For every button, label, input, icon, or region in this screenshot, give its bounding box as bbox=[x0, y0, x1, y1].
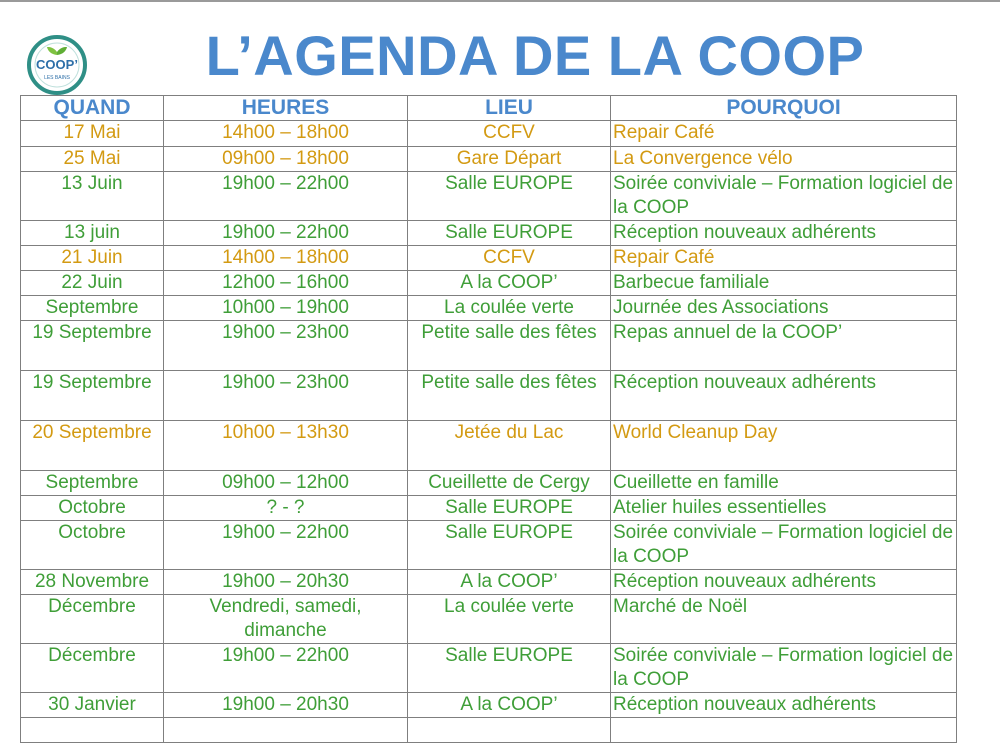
cell-lieu: Salle EUROPE bbox=[408, 496, 611, 521]
table-row bbox=[21, 296, 957, 321]
cell-lieu: La coulée verte bbox=[408, 595, 611, 644]
cell-quand: Septembre bbox=[21, 471, 164, 496]
header-row bbox=[21, 96, 957, 121]
cell-pourquoi: Repair Café bbox=[611, 121, 957, 147]
svg-text:COOP’: COOP’ bbox=[36, 57, 78, 72]
cell-quand bbox=[21, 718, 164, 743]
cell-pourquoi: Atelier huiles essentielles bbox=[611, 496, 957, 521]
cell-quand: Décembre bbox=[21, 595, 164, 644]
cell-quand: 20 Septembre bbox=[21, 421, 164, 471]
cell-pourquoi: Réception nouveaux adhérents bbox=[611, 371, 957, 421]
cell-lieu: A la COOP’ bbox=[408, 693, 611, 718]
cell-quand: 21 Juin bbox=[21, 246, 164, 271]
table-row bbox=[21, 371, 957, 421]
cell-heures: 14h00 – 18h00 bbox=[164, 121, 408, 147]
cell-quand: Septembre bbox=[21, 296, 164, 321]
cell-heures: 10h00 – 19h00 bbox=[164, 296, 408, 321]
table-row bbox=[21, 644, 957, 693]
column-header-quand: QUAND bbox=[21, 96, 164, 121]
cell-quand: Décembre bbox=[21, 644, 164, 693]
agenda-table bbox=[20, 95, 957, 743]
cell-heures: 19h00 – 23h00 bbox=[164, 371, 408, 421]
cell-lieu: Cueillette de Cergy bbox=[408, 471, 611, 496]
table-row bbox=[21, 693, 957, 718]
cell-heures: Vendredi, samedi, dimanche bbox=[164, 595, 408, 644]
table-row bbox=[21, 471, 957, 496]
cell-lieu: La coulée verte bbox=[408, 296, 611, 321]
cell-quand: 19 Septembre bbox=[21, 371, 164, 421]
cell-pourquoi: Repair Café bbox=[611, 246, 957, 271]
cell-lieu: Jetée du Lac bbox=[408, 421, 611, 471]
cell-pourquoi: Journée des Associations bbox=[611, 296, 957, 321]
svg-text:LES BAINS: LES BAINS bbox=[44, 75, 70, 81]
cell-heures: 09h00 – 18h00 bbox=[164, 147, 408, 172]
cell-lieu bbox=[408, 718, 611, 743]
cell-pourquoi: Réception nouveaux adhérents bbox=[611, 221, 957, 246]
cell-lieu: Petite salle des fêtes bbox=[408, 371, 611, 421]
cell-heures bbox=[164, 718, 408, 743]
cell-lieu: Gare Départ bbox=[408, 147, 611, 172]
table-row bbox=[21, 147, 957, 172]
cell-quand: Octobre bbox=[21, 496, 164, 521]
cell-quand: 30 Janvier bbox=[21, 693, 164, 718]
table-row bbox=[21, 718, 957, 743]
cell-pourquoi: Réception nouveaux adhérents bbox=[611, 570, 957, 595]
cell-pourquoi: Barbecue familiale bbox=[611, 271, 957, 296]
cell-heures: 12h00 – 16h00 bbox=[164, 271, 408, 296]
cell-heures: 19h00 – 23h00 bbox=[164, 321, 408, 371]
table-row bbox=[21, 221, 957, 246]
cell-lieu: A la COOP’ bbox=[408, 570, 611, 595]
cell-heures: 19h00 – 22h00 bbox=[164, 521, 408, 570]
cell-lieu: Salle EUROPE bbox=[408, 221, 611, 246]
cell-quand: 22 Juin bbox=[21, 271, 164, 296]
cell-pourquoi: La Convergence vélo bbox=[611, 147, 957, 172]
cell-pourquoi: Marché de Noël bbox=[611, 595, 957, 644]
cell-heures: ? - ? bbox=[164, 496, 408, 521]
cell-heures: 14h00 – 18h00 bbox=[164, 246, 408, 271]
cell-quand: 25 Mai bbox=[21, 147, 164, 172]
table-row bbox=[21, 321, 957, 371]
agenda-body bbox=[21, 121, 957, 743]
cell-quand: 13 Juin bbox=[21, 172, 164, 221]
cell-pourquoi: Cueillette en famille bbox=[611, 471, 957, 496]
cell-pourquoi bbox=[611, 718, 957, 743]
cell-quand: 17 Mai bbox=[21, 121, 164, 147]
cell-heures: 19h00 – 22h00 bbox=[164, 221, 408, 246]
cell-quand: 28 Novembre bbox=[21, 570, 164, 595]
cell-heures: 19h00 – 20h30 bbox=[164, 693, 408, 718]
cell-heures: 19h00 – 20h30 bbox=[164, 570, 408, 595]
cell-heures: 09h00 – 12h00 bbox=[164, 471, 408, 496]
table-row bbox=[21, 271, 957, 296]
cell-lieu: Salle EUROPE bbox=[408, 521, 611, 570]
column-header-heures: HEURES bbox=[164, 96, 408, 121]
table-row bbox=[21, 421, 957, 471]
cell-quand: Octobre bbox=[21, 521, 164, 570]
cell-pourquoi: Soirée conviviale – Formation logiciel de la COOP bbox=[611, 521, 957, 570]
cell-pourquoi: Repas annuel de la COOP’ bbox=[611, 321, 957, 371]
table-row bbox=[21, 121, 957, 147]
table-row bbox=[21, 521, 957, 570]
cell-lieu: CCFV bbox=[408, 121, 611, 147]
cell-lieu: Salle EUROPE bbox=[408, 644, 611, 693]
cell-pourquoi: Soirée conviviale – Formation logiciel de la COOP bbox=[611, 644, 957, 693]
column-header-pourquoi: POURQUOI bbox=[611, 96, 957, 121]
table-row bbox=[21, 595, 957, 644]
cell-lieu: CCFV bbox=[408, 246, 611, 271]
table-row bbox=[21, 172, 957, 221]
cell-pourquoi: Réception nouveaux adhérents bbox=[611, 693, 957, 718]
cell-heures: 19h00 – 22h00 bbox=[164, 644, 408, 693]
cell-lieu: Salle EUROPE bbox=[408, 172, 611, 221]
page-title: L’AGENDA DE LA COOP bbox=[205, 24, 865, 87]
cell-heures: 10h00 – 13h30 bbox=[164, 421, 408, 471]
cell-heures: 19h00 – 22h00 bbox=[164, 172, 408, 221]
cell-quand: 13 juin bbox=[21, 221, 164, 246]
cell-quand: 19 Septembre bbox=[21, 321, 164, 371]
cell-lieu: Petite salle des fêtes bbox=[408, 321, 611, 371]
table-row bbox=[21, 570, 957, 595]
cell-pourquoi: World Cleanup Day bbox=[611, 421, 957, 471]
table-row bbox=[21, 246, 957, 271]
top-rule bbox=[0, 0, 1000, 2]
column-header-lieu: LIEU bbox=[408, 96, 611, 121]
cell-lieu: A la COOP’ bbox=[408, 271, 611, 296]
table-row bbox=[21, 496, 957, 521]
cell-pourquoi: Soirée conviviale – Formation logiciel de la COOP bbox=[611, 172, 957, 221]
